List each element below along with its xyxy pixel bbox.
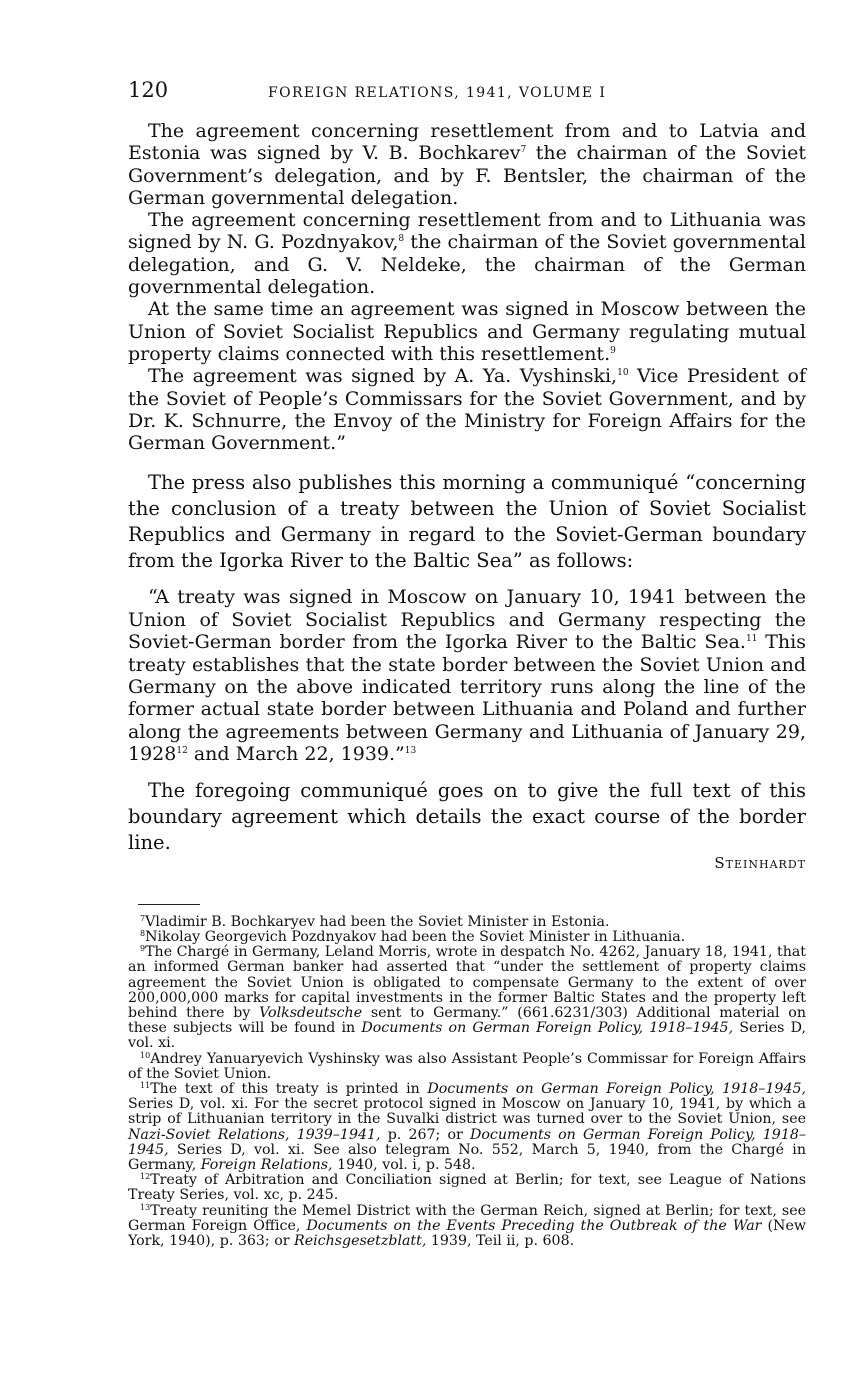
footnote: $^{11}$The text of this treaty is printed in Documents on German Foreign Policy, 1918–1945, Series D, vol. xi. For the secret protocol signed in Moscow on January 10, 1941, by which a strip of Lithuanian territory in the Suvalki district was turned over to the Soviet Union, see Nazi-Soviet Relations, 1939–1941, p. 267; or Documents on German Foreign Policy, 1918–1945, Series D, vol. xi. See also telegram No. 552, March 5, 1940, from the Chargé in Germany, Foreign Relations, 1940, vol. i, p. 548. [128,1080,807,1173]
footnote: $^{12}$Treaty of Arbitration and Conciliation signed at Berlin; for text, see League of Nations Treaty Series, vol. xc, p. 245. [128,1172,806,1204]
press-paragraph: The press also publishes this morning a communiqué “concerning the conclusion of a treaty between the Union of Soviet Socialist Republics and Germany in regard to the Soviet-German boundary from the Igorka River to the Baltic Sea” as follows: [128,471,806,573]
footnote: $^9$The Chargé in Germany, Leland Morris, wrote in despatch No. 4262, January 18, 1941, that an informed German banker had asserted that “under the settlement of property claims agreement the Soviet Union is obligated to compensate Germany to the extent of over 200,000,000 marks for capital investments in the former Baltic States and the property left behind there by Volksdeutsche sent to Germany.” (661.6231/303) Additional material on these subjects will be found in Documents on German Foreign Policy, 1918–1945, Series D, vol. xi. [128,944,806,1052]
footnotes [128,915,806,1249]
signature: Steinhardt [714,853,806,872]
quoted-agreements [128,120,806,454]
footnote-ref[interactable]: 9 [610,345,616,356]
foregoing-paragraph: The foregoing communiqué goes on to give the full text of this boundary agreement which details the exact course of the border line. [128,778,806,854]
treaty-quote: “A treaty was signed in Moscow on January 10, 1941 between the Union of Soviet Socialist Republics and Germany respecting the Soviet-German border from the Igorka River to the Baltic Sea.$^{11}$ This treaty establishes that the state border between the Soviet Union and Germany on the above indicated territory runs along the line of the former actual state border between Lithuania and Poland and further along the agreements between Germany and Lithuania of January 29, 1928$^{12}$ and March 22, 1939.”$^{13}$ [128,586,806,766]
footnote-ref[interactable]: 7 [520,145,527,156]
footnote-ref[interactable]: 11 [745,634,758,645]
footnote: $^{10}$Andrey Yanuaryevich Vyshinsky was also Assistant People’s Commissar for Foreign Affairs of the Soviet Union. [128,1050,806,1082]
footnote-ref[interactable]: 13 [404,746,417,757]
footnote: $^7$Vladimir B. Bochkaryev had been the Soviet Minister in Estonia. [140,913,610,930]
document-page [128,78,806,1249]
footnote-divider [138,904,200,905]
page-header [128,78,806,112]
footnote: $^8$Nikolay Georgevich Pozdnyakov had been the Soviet Minister in Lithuania. [140,928,686,945]
footnote: $^{13}$Treaty reuniting the Memel District with the German Reich, signed at Berlin; for text, see German Foreign Office, Documents on the Events Preceding the Outbreak of the War (New York, 1940), p. 363; or Reichsgesetzblatt, 1939, Teil ii, p. 608. [128,1202,807,1249]
footnote-ref[interactable]: 8 [398,234,405,245]
running-title: FOREIGN RELATIONS, 1941, VOLUME I [268,85,607,101]
footnote-ref[interactable]: 12 [176,746,188,757]
paragraph: At the same time an agreement was signed in Moscow between the Union of Soviet Socialist Republics and Germany regulating mutual property claims connected with this resettlement.$^9$ [128,298,806,365]
page-number: 120 [128,78,169,102]
paragraph: The agreement was signed by A. Ya. Vyshinski,$^{10}$ Vice President of the Soviet of People’s Commissars for the Soviet Government, and by Dr. K. Schnurre, the Envoy of the Ministry for Foreign Affairs for the German Government.” [128,365,807,455]
paragraph: The agreement concerning resettlement from and to Latvia and Estonia was signed by V. B. Bochkarev$^7$ the chairman of the Soviet Government’s delegation, and by F. Bentsler, the chairman of the German governmental delegation. [128,120,806,209]
footnote-ref[interactable]: 10 [617,368,629,379]
paragraph: The agreement concerning resettlement from and to Lithuania was signed by N. G. Pozdnyakov,$^8$ the chairman of the Soviet governmental delegation, and G. V. Neldeke, the chairman of the German governmental delegation. [128,209,807,299]
